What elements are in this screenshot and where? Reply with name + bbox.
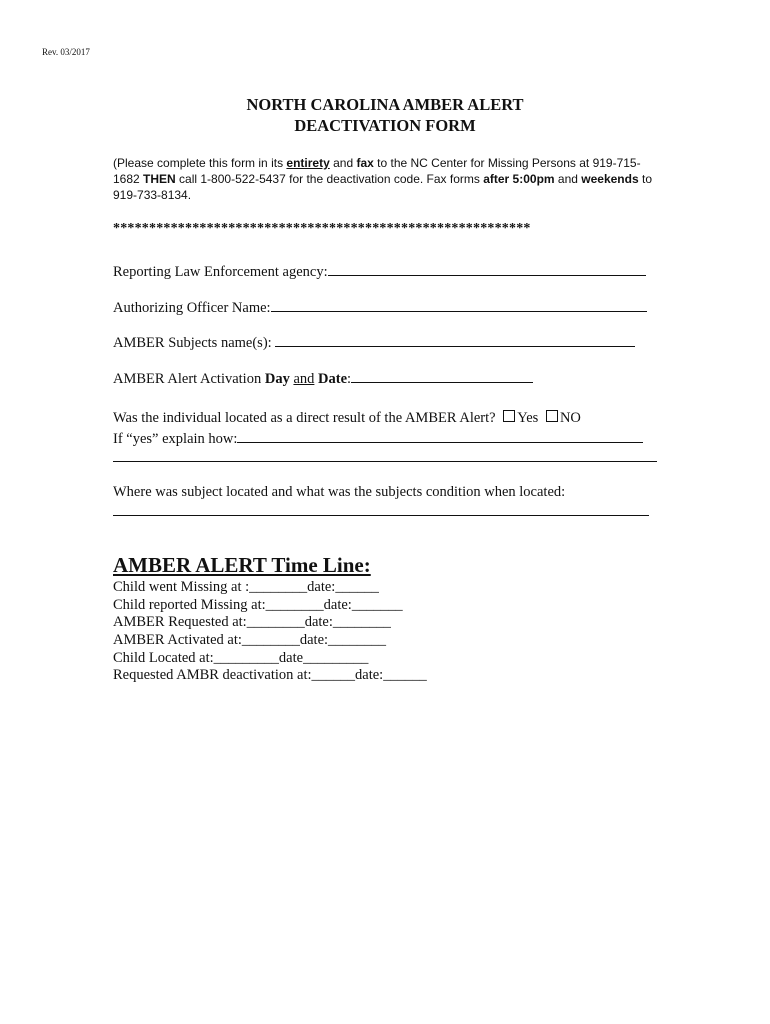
instructions-paragraph <box>113 155 653 203</box>
activation-day: Day <box>264 371 290 387</box>
yes-label: Yes <box>517 410 539 426</box>
instructions-after: after 5:00pm <box>483 172 555 186</box>
instructions-text: and <box>329 156 357 170</box>
no-checkbox[interactable] <box>546 410 558 422</box>
timeline-row-located[interactable]: Child Located at:_________date_________ <box>113 650 369 666</box>
instructions-text: to 919-733-8134. <box>113 172 652 202</box>
agency-field <box>113 263 646 281</box>
activation-and: and <box>293 371 315 387</box>
instructions-fax: fax <box>356 156 374 170</box>
instructions-then: THEN <box>143 172 176 186</box>
form-title-line1: NORTH CAROLINA AMBER ALERT <box>246 95 524 114</box>
activation-label: AMBER Alert Activation <box>113 371 265 387</box>
located-question <box>113 410 581 427</box>
explain-input-line[interactable] <box>237 430 643 443</box>
revision-label: Rev. 03/2017 <box>42 47 90 57</box>
activation-colon: : <box>347 371 352 387</box>
timeline-row-activated[interactable]: AMBER Activated at:________date:________ <box>113 632 387 648</box>
instructions-text: call 1-800-522-5437 for the deactivation code. Fax forms <box>175 172 484 186</box>
explain-label: If “yes” explain how: <box>113 431 238 447</box>
timeline-row-deactivation[interactable]: Requested AMBR deactivation at:______date:______ <box>113 667 427 683</box>
subjects-input-line[interactable] <box>275 334 635 347</box>
activation-input-line[interactable] <box>351 370 533 383</box>
where-label: Where was subject located and what was the subjects condition when located: <box>113 484 566 500</box>
instructions-entirety: entirety <box>286 156 330 170</box>
subjects-field <box>113 334 635 352</box>
agency-input-line[interactable] <box>328 263 646 276</box>
explain-input-line-2[interactable] <box>113 461 657 462</box>
form-title-line2: DEACTIVATION FORM <box>294 116 476 135</box>
agency-label: Reporting Law Enforcement agency: <box>113 264 328 280</box>
yes-checkbox[interactable] <box>503 410 515 422</box>
activation-date: Date <box>318 371 348 387</box>
instructions-text: to the NC Center for Missing Persons at 919-715-1682 <box>113 156 641 186</box>
instructions-text: (Please complete this form in its <box>113 156 287 170</box>
officer-label: Authorizing Officer Name: <box>113 300 271 316</box>
timeline-heading: AMBER ALERT Time Line: <box>113 553 371 577</box>
separator-stars: ********************************************************** <box>113 221 531 236</box>
officer-input-line[interactable] <box>271 299 647 312</box>
subjects-label: AMBER Subjects name(s): <box>113 335 276 351</box>
timeline-row-missing[interactable]: Child went Missing at :________date:______ <box>113 579 379 595</box>
activation-field <box>113 370 533 388</box>
instructions-text: and <box>554 172 582 186</box>
timeline-row-reported[interactable]: Child reported Missing at:________date:_______ <box>113 597 403 613</box>
explain-field <box>113 430 643 448</box>
instructions-weekends: weekends <box>581 172 639 186</box>
officer-field <box>113 299 647 317</box>
where-field <box>113 484 565 501</box>
where-input-line[interactable] <box>113 515 649 516</box>
located-question-label: Was the individual located as a direct result of the AMBER Alert? <box>113 410 500 426</box>
no-label: NO <box>559 410 581 426</box>
timeline-row-requested[interactable]: AMBER Requested at:________date:________ <box>113 614 391 630</box>
